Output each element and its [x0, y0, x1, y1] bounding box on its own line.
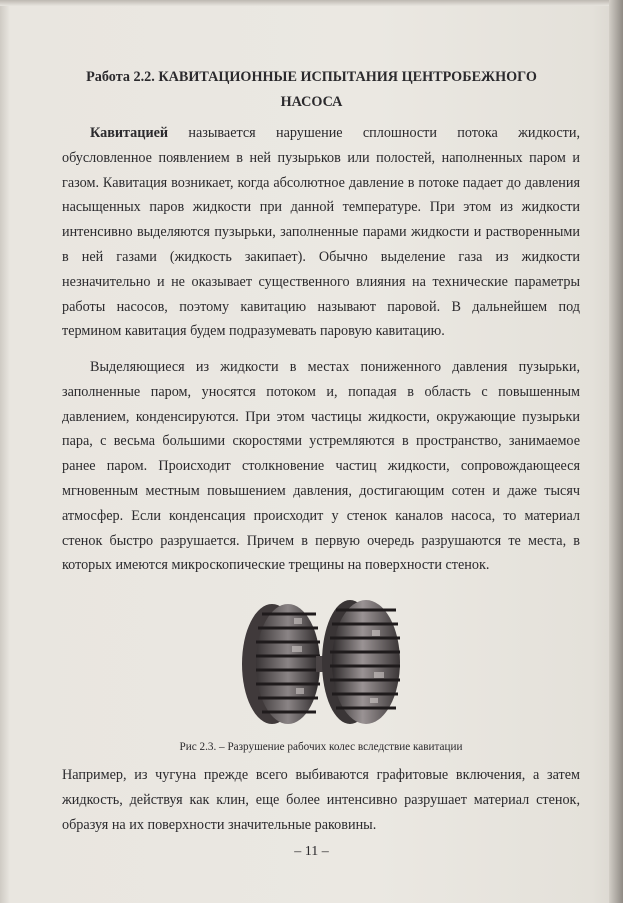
- figure-caption: Рис 2.3. – Разрушение рабочих колес вследствие кавитации: [179, 741, 463, 753]
- page-title: [40, 65, 583, 115]
- page-top-edge: [0, 0, 623, 6]
- paragraph-1-text: называется нарушение сплошности потока жидкости, обусловленное появлением в ней пузырьков или полостей, наполненных паром и газом. Кавитация возникает, когда абсолютное давление в потоке падает до давления насыщенных паров жидкости при данной температуре. При этом из жидкости интенсивно выделяются пузырьки, заполненные парами жидкости и растворенными в ней газами (жидкость закипает). Обычно выделение газа из жидкости незначительно и не оказывает существенного влияния на технические параметры работы насосов, поэтому кавитацию называют паровой. В дальнейшем под термином кавитация будем подразумевать паровую кавитацию.: [62, 125, 580, 340]
- title-line-1: Работа 2.2. КАВИТАЦИОННЫЕ ИСПЫТАНИЯ ЦЕНТРОБЕЖНОГО: [86, 69, 537, 85]
- paragraph-3: Например, из чугуна прежде всего выбиваются графитовые включения, а затем жидкость, действуя как клин, еще более интенсивно разрушает материал стенок, образуя на их поверхности значительные раковины.: [62, 767, 580, 833]
- page-right-edge: [609, 0, 623, 903]
- page-number: – 11 –: [294, 844, 329, 859]
- paragraph-1: [62, 121, 580, 344]
- paragraph-2: Выделяющиеся из жидкости в местах пониженного давления пузырьки, заполненные паром, уносятся потоком и, попадая в область с повышенным давлением, конденсируются. При этом частицы жидкости, окружающие пузырьки пара, с весьма большими скоростями устремляются в пространство, занимаемое ранее паром. Происходит столкновение частиц жидкости, сопровождающееся мгновенным местным повышением давления, достигающим сотен и даже тысяч атмосфер. Если конденсация происходит у стенок каналов насоса, то материал стенок быстро разрушается. Причем в первую очередь разрушаются те места, в которых имеются микроскопические трещины на поверхности стенок.: [62, 359, 580, 574]
- term-cavitation: Кавитацией: [90, 125, 169, 141]
- title-line-2: НАСОСА: [280, 94, 343, 110]
- damaged-impellers-photo: [232, 600, 408, 728]
